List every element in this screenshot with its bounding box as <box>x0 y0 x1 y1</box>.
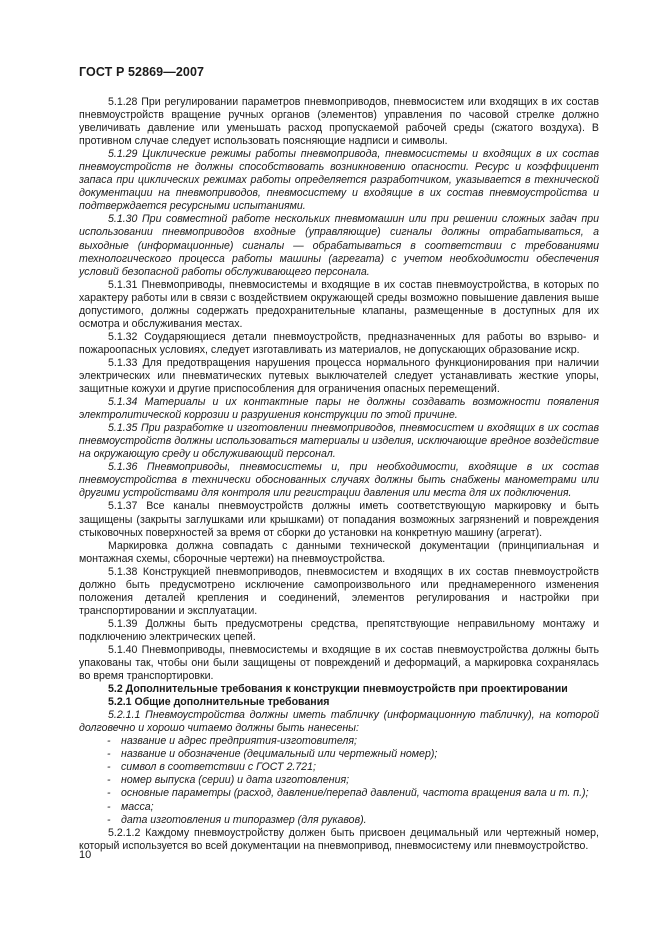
paragraphs-before-list <box>79 96 599 735</box>
paragraph: 5.2.1.1 Пневмоустройства должны иметь табличку (информационную табличку), на которой долговечно и хорошо читаемо должны быть нанесены: <box>79 709 599 735</box>
list-item-text: символ в соответствии с ГОСТ 2.721; <box>121 761 316 774</box>
list-item-text: основные параметры (расход, давление/перепад давлений, частота вращения вала и т. п.); <box>121 787 589 800</box>
paragraphs-after-list <box>79 827 599 853</box>
list-item <box>79 735 599 748</box>
paragraph: 5.1.28 При регулировании параметров пневмоприводов, пневмосистем или входящих в их состав пневмоустройств вращение ручных органов (элементов) управления по часовой стрелке должно увеличивать давление или уменьшать расход пропускаемой рабочей среды (сжатого воздуха). В противном случае следует использовать поясняющие надписи и символы. <box>79 96 599 148</box>
paragraph: 5.2.1.2 Каждому пневмоустройству должен быть присвоен децимальный или чертежный номер, который используется во всей документации на пневмопривод, пневмосистему или пневмоустройство. <box>79 826 599 852</box>
dash-bullet: - <box>107 787 111 800</box>
list-item <box>79 801 599 814</box>
list-item <box>79 761 599 774</box>
nameplate-requirements-list <box>79 735 599 826</box>
dash-bullet: - <box>107 735 111 748</box>
section-heading: 5.2 Дополнительные требования к конструкции пневмоустройств при проектировании <box>108 683 568 696</box>
paragraph: 5.1.40 Пневмоприводы, пневмосистемы и входящие в их состав пневмоустройства должны быть упакованы так, чтобы они были защищены от повреждений и деформаций, а маркировка сохранялась во время транспортировки. <box>79 643 599 683</box>
standard-header: ГОСТ Р 52869—2007 <box>79 65 205 79</box>
paragraph: Маркировка должна совпадать с данными технической документации (принципиальная и монтажная схемы, сборочные чертежи) на пневмоустройства. <box>79 539 599 565</box>
paragraph: 5.1.32 Соударяющиеся детали пневмоустройств, предназначенных для работы во взрыво- и пожароопасных условиях, следует изготавливать из материалов, не допускающих образование искр. <box>79 330 599 356</box>
list-item <box>79 748 599 761</box>
paragraph: 5.1.35 При разработке и изготовлении пневмоприводов, пневмосистем и входящих в их состав пневмоустройств должны использоваться материалы и изделия, исключающие вредное воздействие на окружающую среду и обслуживающий персонал. <box>79 422 599 461</box>
section-heading: 5.2.1 Общие дополнительные требования <box>108 696 330 709</box>
paragraph: 5.1.29 Циклические режимы работы пневмопривода, пневмосистемы и входящих в их состав пневмоустройств не должны способствовать возникновению опасности. Ресурс и коэффициент запаса при циклических режимах работы определяется разработчиком, указывается в технической документации на пневмоприводов, пневмосистему и входящие в их состав пневмоустройства и подтверждается ресурсными испытаниями. <box>79 148 599 213</box>
dash-bullet: - <box>107 748 111 761</box>
list-item <box>79 787 599 800</box>
dash-bullet: - <box>107 813 111 826</box>
list-item <box>79 774 599 787</box>
paragraph: 5.1.30 При совместной работе нескольких пневмомашин или при решении сложных задач при использовании пневмоприводов входные (управляющие) сигналы должны отрабатываться, а выходные (информационные) сигналы — обрабатываться в соответствии с требованиями технологического процесса работы машины (агрегата) с учетом необходимости обеспечения условий безопасной работы обслуживающего персонала. <box>79 213 599 278</box>
document-body <box>79 96 599 853</box>
paragraph: 5.1.34 Материалы и их контактные пары не должны создавать возможности появления электролитической коррозии и разрушения конструкции по этой причине. <box>79 396 599 422</box>
dash-bullet: - <box>107 774 111 787</box>
list-item-text: масса; <box>121 800 154 813</box>
list-item-text: название и адрес предприятия-изготовителя; <box>121 735 357 748</box>
paragraph: 5.1.37 Все каналы пневмоустройств должны иметь соответствующую маркировку и быть защищены (закрыты заглушками или крышками) от попадания возможных загрязнений и повреждения стыковочных поверхностей за время от сборки до установки на конкретную машину (агрегат). <box>79 500 599 539</box>
dash-bullet: - <box>107 761 111 774</box>
list-item-text: номер выпуска (серии) и дата изготовления; <box>121 774 350 787</box>
list-item <box>79 814 599 827</box>
paragraph: 5.1.38 Конструкцией пневмоприводов, пневмосистем и входящих в их состав пневмоустройств должно быть предусмотрено исключение самопроизвольного или преднамеренного изменения положения деталей крепления и соединений, элементов регулирования и настройки при транспортировании и эксплуатации. <box>79 565 599 617</box>
paragraph: 5.1.31 Пневмоприводы, пневмосистемы и входящие в их состав пневмоустройства, в которых по характеру работы или в связи с воздействием окружающей среды возможно повышение давления выше допустимого, должны содержать предохранительные клапаны, размещенные в доступных для их осмотра и обслуживания местах. <box>79 278 599 330</box>
list-item-text: дата изготовления и типоразмер (для рукавов). <box>121 813 367 826</box>
list-item-text: название и обозначение (децимальный или чертежный номер); <box>121 748 438 761</box>
paragraph: 5.1.36 Пневмоприводы, пневмосистемы и, при необходимости, входящие в их состав пневмоустройства в технически обоснованных случаях должны быть снабжены манометрами или другими устройствами для контроля или регистрации давления или места для их подключения. <box>79 461 599 500</box>
dash-bullet: - <box>107 800 111 813</box>
page-number: 10 <box>79 849 92 861</box>
paragraph: 5.1.39 Должны быть предусмотрены средства, препятствующие неправильному монтажу и подключению электрических цепей. <box>79 617 599 643</box>
paragraph: 5.1.33 Для предотвращения нарушения процесса нормального функционирования при наличии электрических или пневматических путевых выключателей следует устанавливать жесткие упоры, защитные кожухи и другие приспособления для ограничения опасных перемещений. <box>79 356 599 396</box>
